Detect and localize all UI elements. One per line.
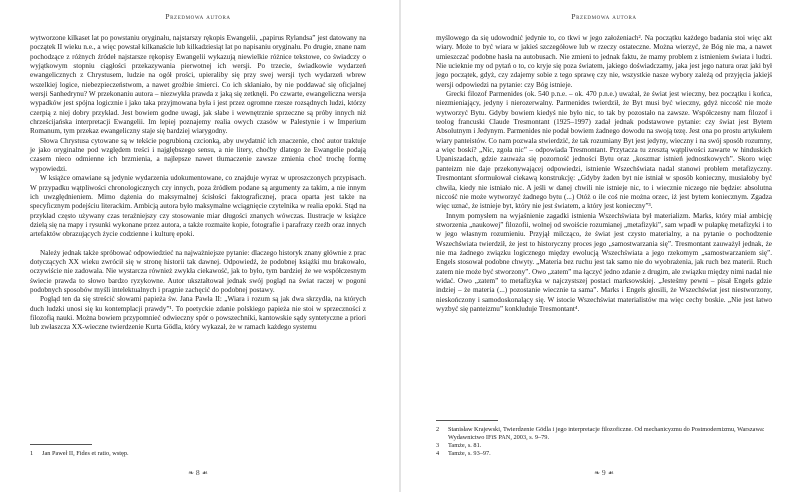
- paragraph: Innym pomysłem na wyjaśnienie zagadki istnienia Wszechświata był materializm. Marks, który miał ambicję stworzenia „naukowej” filozofii, wolnej od swoiście rozumianej „metafizyki”, sam wpadł w pułapkę metafizyki i to w jego własnym rozumieniu. Przyjął milcząco, że świat jest czysto materialny, a na pytanie o pochodzenie Wszechświata twierdził, że jest to historyczny proces jego „samostwarzania się”. Tresmontant zauważył jednak, że nie ma żadnego związku logicznego między ewolucją Wszechświata a jego rzekomym „samostwarzaniem się”. Engels stosował podobne chwyty. „Materia bez ruchu jest tak samo nie do wyobrażenia, jak ruch bez materii. Ruch zatem nie może być stworzony”. Owo „zatem” ma łączyć jedno zdanie z drugim, ale związku między nimi nadal nie widać. Owo „zatem” to metafizyka w najczystszej postaci marksowskiej. „Jesteśmy pewni – pisał Engels gdzie indziej – że materia (...) pozostanie wiecznie ta sama”. Marks i Engels głosili, że Wszechświat jest niestworzony, nieskończony i samodoskonalący się. W istocie Wszechświat materialistów ma więc cechy boskie. „Nie jest łatwo wyzbyć się panteizmu” konkluduje Tresmontant⁴.: [436, 211, 772, 313]
- ornament-icon: ☙: [201, 469, 208, 477]
- body-text: [436, 34, 772, 314]
- running-head: Przedmowa autora: [571, 12, 637, 21]
- paragraph: Słowa Chrystusa cytowane są w tekście pogrubioną czcionką, aby uwydatnić ich znaczenie, choć autor traktuje je jako oryginalne pod względem treści i najgłębszego sensu, a nie litery, choćby dlatego że Ewangelie podają czasem nieco odmienne ich brzmienia, a najlepsze nawet tłumaczenie zawsze zmienia choć trochę formę wypowiedzi.: [30, 136, 366, 173]
- paragraph: Pogląd ten da się streścić słowami papieża św. Jana Pawła II: „Wiara i rozum są jak dwa skrzydła, na których duch ludzki unosi się ku kontemplacji prawdy”¹. To poetyckie zdanie polskiego papieża nie stoi w sprzeczności z filozofią nauki. Można bowiem przypomnieć odwieczny spór o powszechniki, kantowskie sądy syntetyczne a priori lub zwłaszcza XX-wieczne twierdzenie Kurta Gödla, który wykazał, że w ramach każdego systemu: [30, 295, 366, 332]
- footnote: [436, 426, 772, 442]
- page-number: [30, 468, 366, 477]
- footnote-rule: [30, 444, 92, 445]
- ornament-icon: ☙: [607, 469, 614, 477]
- left-page: [30, 0, 366, 492]
- footnotes: [30, 444, 366, 458]
- paragraph: myślowego da się udowodnić jedynie to, co tkwi w jego założeniach². Na początku każdego badania stoi więc akt wiary. Może to być wiara w jakieś szczegółowe lub w rzeczy ostateczne. Można wierzyć, że Bóg nie ma, a nawet umieszczać podobne hasła na autobusach. Nie zmieni to jednak faktu, że mamy problem z istnieniem świata i ludzi. Nie ucieknie my od pytań o to, co kryje się poza światem, jakiego doświadczamy, jaka jest jego natura oraz jaki był jego początek, gdyż, czy zdajemy sobie z tego sprawę czy nie, wszystkie nasze wybory zależą od przyjęcia jakiejś wersji odpowiedzi na pytanie: czy Bóg istnieje.: [436, 34, 772, 89]
- ornament-icon: ❧: [594, 469, 600, 477]
- paragraph: Należy jednak także spróbować odpowiedzieć na najważniejsze pytanie: dlaczego historyk znany głównie z prac dotyczących XX wieku zwrócił się w stronę historii tak dawnej. Odpowiedź, że podobnej książki mu brakowało, oczywiście nie zadowala. Nie wystarcza również zwykła ciekawość, jak to było, tym bardziej że we współczesnym świecie prawda to słowo bardzo ryzykowne. Autor ukształtował jednak swój pogląd na świat raczej w pogoni podobnych sposobów myśli intelektualnych i pragnie zachęcić do podobnej postawy.: [30, 248, 366, 294]
- page-number: [436, 468, 772, 477]
- paragraph: Grecki filozof Parmenides (ok. 540 p.n.e. – ok. 470 p.n.e.) uważał, że świat jest wieczny, bez początku i końca, niezmieniający, jedyny i nierozerwalny. Parmenides twierdził, że Byt musi być wieczny, gdyż niccość nie może wytworzyć Bytu. Gdyby bowiem kiedyś nie było nic, to tak by pozostało na zawsze. Współczesny nam filozof i teolog francuski Claude Tresmontant (1925–1997) zadał jednak podstawowe pytanie: czy świat jest Bytem Absolutnym i Jedynym. Parmenides nie podał bowiem żadnego dowodu na swoją tezę. Jest ona po prostu artykułem wiary panteistów. Co nam pozwala stwierdzić, że tak rozumiany Byt jest jedyny, wieczny i na swój sposób rozumny, a więc boski? „Nic, zgoła nic” – odpowiada Tresmontant. Przytacza tu zresztą wątpliwości zawarte w hinduskich Upaniszadach, gdzie zauważa się pozorność jedności Bytu oraz „koszmar istnień jednostkowych”. Skoro więc panteizm nie daje przekonywającej odpowiedzi, istnienie Wszechświata nadal stanowi problem metafizyczny. Tresmontant sformułował ciekawą konstrukcję: „Gdyby żaden byt nie istniał w sposób konieczny, musiałoby być chwila, kiedy nie istniało nic. A jeśli w danej chwili nie istnieje nic, to i wiecznie niczego nie będzie: absolutna niccość nie może wytworzyć żadnego bytu (...) Otóż o ile coś nie można orzec, iż jest bytem koniecznym. Zgadza więc uznać, że istnieje byt, który nie jest światem, a który jest konieczny”³.: [436, 90, 772, 211]
- footnote-number: 4: [436, 450, 440, 457]
- paragraph: W książce omawiane są jedynie wydarzenia udokumentowane, co znajduje wyraz w uproszczonych przypisach. W przypadku wątpliwości chronologicznych czy innych, poza źródłem podane są argumenty za takim, a nie innym ich uwzględnieniem. Mimo dążenia do maksymalnej ścisłości faktograficznej, praca oparta jest także na specyficznym podejściu literackim. Ambicją autora było maksymalne wciągnięcie czytelnika w realia epoki. Stąd na przykład często używany czas teraźniejszy czy stosowanie miar długości znanych wówczas. Ilustracje w książce dzielą się na mapy i rysunki wykonane przez autora, a także rozmaite kopie, fotografie i parafrazy rzeźb oraz innych artefaktów obrazujących życie codzienne i kulturę epoki.: [30, 174, 366, 239]
- ornament-icon: ❧: [188, 469, 194, 477]
- page-number-value: 9: [601, 468, 606, 477]
- book-gutter: [399, 0, 401, 492]
- footnote-rule: [436, 420, 498, 421]
- footnote-text: Jan Paweł II, Fides et ratio, wstęp.: [42, 450, 129, 457]
- footnote-number: 3: [436, 442, 440, 449]
- footnote-number: 2: [436, 426, 440, 433]
- right-page: [436, 0, 772, 492]
- paragraph: wytworzone kilkaset lat po powstaniu oryginału, najstarszy rękopis Ewangelii, „papirus Rylandsa” jest datowany na początek II wieku n.e., a więc powstał kilkanaście lub kilkadziesiąt lat po napisaniu oryginału. Po drugie, znane nam pochodzące z różnych źródeł najstarsze rękopisy Ewangelii wykazują niewielkie różnice tekstowe, co świadczy o wyjątkowym stopniu ciągłości przekazywania pierwotnej ich wersji. Po trzecie, świadkowie wydarzeń ewangelicznych z Chrystusem, ludzie na ogół prości, upieraliby się przy swej wersji tych wydarzeń wbrew wszelkiej logice, niebezpieczeństwom, a nawet groźbie śmierci. Co ich skłaniało, by nie poddawać się oficjalnej wersji Sanhedrynu? W przekonaniu autora – niezwykła prawda z jaką się zetknęli. Po czwarte, ewangeliczna wersja wypadków jest spójna logicznie i jako taka przyjmowana była i jest przez ogromne rzesze rozsądnych ludzi, którzy czerpią z niej dobry przykład. Jest bowiem godne uwagi, jak słabe i wewnętrznie sprzeczne są próby innych niż chrześcijańska interpretacji Ewangelii. Im lepiej poznajemy realia owych czasów w Palestynie i w Imperium Romanum, tym przekaz ewangeliczny staje się bardziej wiarygodny.: [30, 34, 366, 136]
- footnote: [436, 442, 772, 450]
- footnote: [436, 450, 772, 458]
- footnote-text: Tamże, s. 93–97.: [448, 450, 491, 457]
- running-head: Przedmowa autora: [165, 12, 231, 21]
- footnote-text: Tamże, s. 81.: [448, 442, 482, 449]
- footnote-number: 1: [30, 450, 34, 457]
- footnote: [30, 450, 366, 458]
- page-number-value: 8: [195, 468, 200, 477]
- footnote-text: Stanisław Krajewski, Twierdzenie Gödla i jego interpretacje filozoficzne. Od mechanicyzmu do Postmodernizmu, Warszawa: Wydawnictwo IFiS PAN, 2003, s. 9–79.: [448, 426, 765, 441]
- footnotes: [436, 420, 772, 458]
- body-text: [30, 34, 366, 333]
